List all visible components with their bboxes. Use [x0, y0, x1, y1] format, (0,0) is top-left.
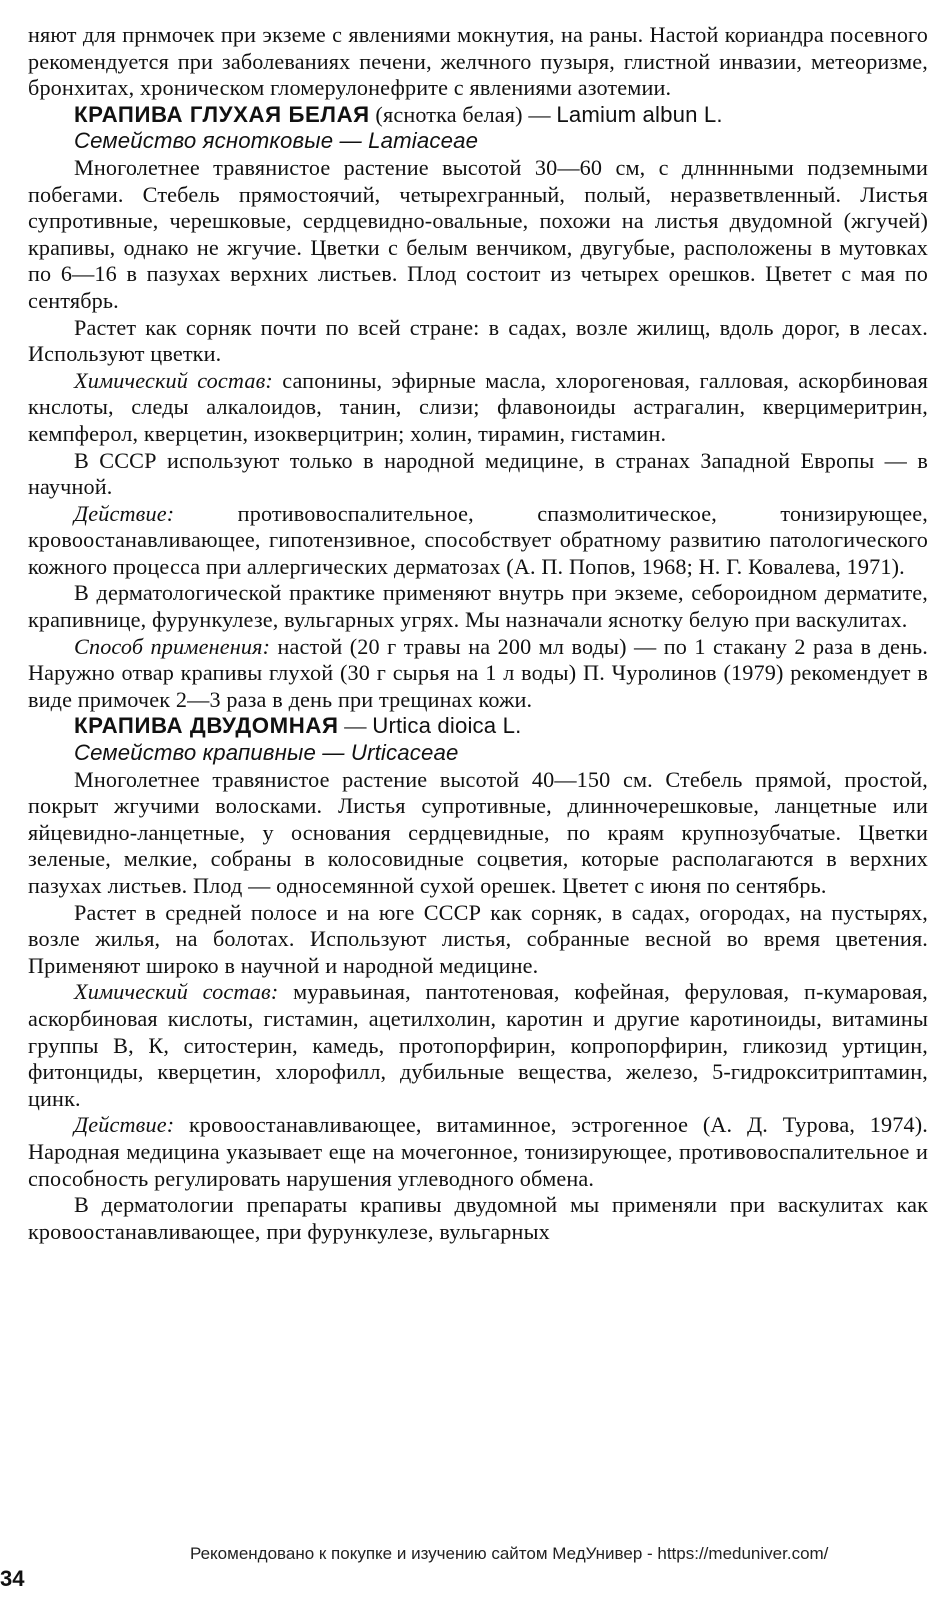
text-run: Многолетнее травянистое растение высотой 40—150 см. Стебель прямой, простой, покрыт жгучими волосками. Листья супротивные, длинночерешковые, ланцетные или яйцевидно-ланцетные, у основания сердцевидные, по краям крупнозубчатые. Цветки зеленые, мелкие, собраны в колосовидные соцветия, которые располагаются в верхних пазухах листьев. Плод — односемянной сухой орешек. Цветет с июня по сентябрь. [28, 766, 928, 898]
paragraph-dermatology [28, 580, 928, 633]
paragraph-action [28, 501, 928, 581]
entry-title: КРАПИВА ГЛУХАЯ БЕЛАЯ [74, 101, 370, 127]
paragraph-chemical-composition [28, 979, 928, 1112]
heading-white-deadnettle [28, 102, 928, 129]
paragraph-coriander-end [28, 22, 928, 102]
text-run: В СССР используют только в народной медицине, в странах Западной Европы — в научной. [28, 447, 928, 500]
entry-latin-name: Urtica dioica L. [372, 713, 522, 739]
text-run: муравьиная, пантотеновая, кофейная, феруловая, п-кумаровая, аскорбиновая кислоты, гистамин, ацетилхолин, каротин и другие каротиноиды, витамины группы В, К, ситостерин, камедь, протопорфирин, копропорфирин, гликозид уртицин, фитонциды, кверцетин, хлорофилл, дубильные вещества, железо, 5-гидрокситриптамин, цинк. [28, 979, 928, 1111]
paragraph-habitat [28, 900, 928, 980]
text-run: противовоспалительное, спазмолитическое, тонизирующее, кровоостанавливающее, гипотензивное, способствует обратному развитию патологического кожного процесса при аллергических дерматозах (А. П. Попов, 1968; Н. Г. Ковалева, 1971). [28, 500, 928, 579]
page-number: 34 [0, 1566, 25, 1591]
text-run: В дерматологии препараты крапивы двудомной мы применяли при васкулитах как кровоостанавливающее, при фурункулезе, вульгарных [28, 1192, 928, 1244]
paragraph-habitat [28, 315, 928, 368]
family-line [28, 128, 928, 155]
entry-dash: — [338, 713, 373, 739]
text-run: В дерматологической практике применяют внутрь при экземе, себороидном дерматите, крапивнице, фурункулезе, вульгарных угрях. Мы назначали яснотку белую при васкулитах. [28, 580, 928, 633]
paragraph-dermatology [28, 1192, 928, 1245]
paragraph-action [28, 1112, 928, 1192]
text-run: Растет как сорняк почти по всей стране: в садах, возле жилищ, вдоль дорог, в лесах. Используют цветки. [28, 314, 928, 367]
text-run: Многолетнее травянистое растение высотой 30—60 см, с длнннными подземными побегами. Стебель прямостоячий, четырехгранный, полый, неразветвленный. Листья супротивные, черешковые, сердцевидно-овальные, похожи на листья двудомной (жгучей) крапивы, однако не жгучие. Цветки с белым венчиком, двугубые, расположены в мутовках по 6—16 в пазухах верхних листьев. Плод состоит из четырех орешков. Цветет с мая по сентябрь. [28, 154, 928, 313]
text-run: няют для прнмочек при экземе с явлениями мокнутия, на раны. Настой кориандра посевного рекомендуется при заболеваниях печени, желчного пузыря, глистной инвазии, метеоризме, бронхитах, хроническом гломерулонефрите с явлениями азотемии. [28, 22, 928, 101]
text-run: Растет в средней полосе и на юге СССР как сорняк, в садах, огородах, на пустырях, возле жилья, на болотах. Используют листья, собранные весной во время цветения. Применяют широко в научной и народной медицине. [28, 899, 928, 978]
text-run: кровоостанавливающее, витаминное, эстрогенное (А. Д. Турова, 1974). Народная медицина указывает еще на мочегонное, тонизирующее, противовоспалительное и способность регулировать нарушения углеводного обмена. [28, 1112, 928, 1191]
paragraph-description [28, 155, 928, 315]
book-page [28, 22, 928, 1542]
entry-alt-name: (яснотка белая) — [369, 101, 557, 127]
entry-title: КРАПИВА ДВУДОМНАЯ [74, 713, 339, 739]
family-line [28, 740, 928, 767]
family-name: Семейство крапивные — Urticaceae [74, 740, 459, 766]
section-label: Действие: [74, 1112, 175, 1138]
section-label: Способ применения: [74, 633, 271, 659]
entry-latin-name: Lamium albun L. [556, 101, 723, 127]
section-label: Химический состав: [74, 367, 273, 393]
paragraph-chemical-composition [28, 368, 928, 448]
text-run: сапонины, эфирные масла, хлорогеновая, галловая, аскорбиновая кнслоты, следы алкалоидов, танин, слизи; флавоноиды астрагалин, кверцимеритрин, кемпферол, кверцетин, изокверцитрин; холин, тирамин, гистамин. [28, 367, 928, 446]
paragraph-usage-ussr [28, 448, 928, 501]
section-label: Химический состав: [74, 979, 279, 1005]
section-label: Действие: [74, 500, 175, 526]
paragraph-description [28, 767, 928, 900]
family-name: Семейство яснотковые — Lamiaceae [74, 128, 479, 154]
heading-stinging-nettle [28, 713, 928, 740]
text-run: настой (20 г травы на 200 мл воды) — по 1 стакану 2 раза в день. Наружно отвар крапивы глухой (30 г сырья на 1 л воды) П. Чуролинов (1979) рекомендует в виде примочек 2—3 раза в день при трещинах кожи. [28, 633, 928, 712]
footer-watermark-note: Рекомендовано к покупке и изучению сайтом МедУнивер - https://meduniver.com/ [190, 1544, 829, 1563]
paragraph-method-of-use [28, 634, 928, 714]
